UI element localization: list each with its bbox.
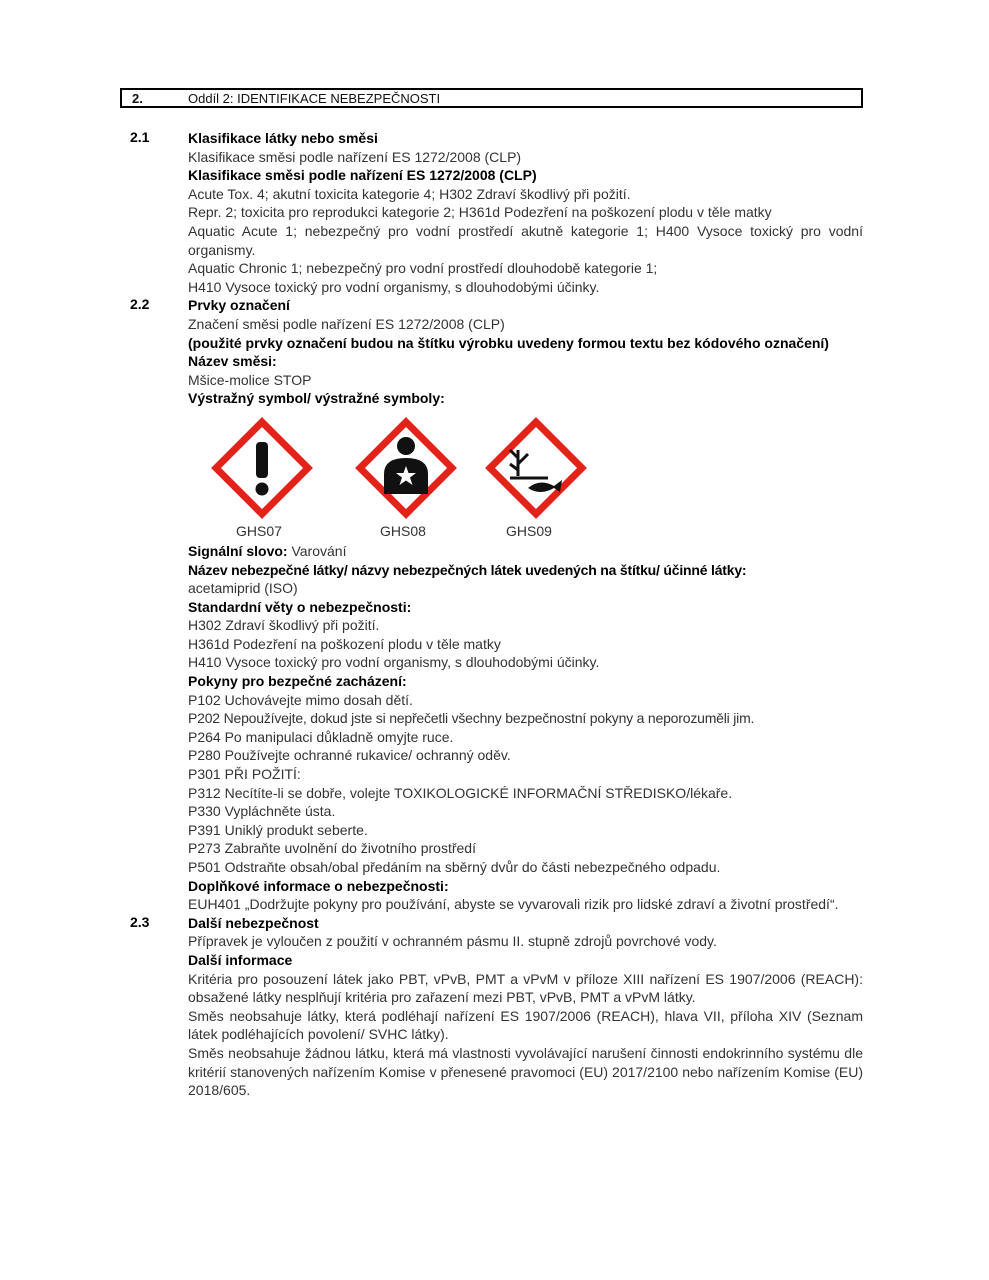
list-item: P501 Odstraňte obsah/obal předáním na sběrný dvůr do části nebezpečného odpadu.: [188, 859, 721, 875]
list-item: P202 Nepoužívejte, dokud jste si nepřečetli všechny bezpečnostní pokyny a neporozuměli jim.: [188, 710, 755, 727]
field-label: Pokyny pro bezpečné zacházení:: [188, 673, 407, 690]
text-line: Repr. 2; toxicita pro reprodukci kategorie 2; H361d Podezření na poškození plodu v těle matky: [188, 204, 772, 221]
subsection-number: 2.3: [130, 913, 150, 930]
list-item: H302 Zdraví škodlivý při požití.: [188, 617, 380, 634]
field-label: Standardní věty o nebezpečnosti:: [188, 598, 412, 615]
list-item: P391 Uniklý produkt seberte.: [188, 821, 368, 838]
text-paragraph: Kritéria pro posouzení látek jako PBT, vPvB, PMT a vPvM v příloze XIII nařízení ES 1907/2006 (REACH): obsažené látky nesplňují kritéria pro zařazení mezi PBT, vPvB, PMT a vPvM látky.: [188, 970, 863, 1006]
text-line: EUH401 „Dodržujte pokyny pro používání, abyste se vyvarovali rizik pro lidské zdraví a životní prostředí“.: [188, 896, 839, 913]
subsection-title: Prvky označení: [188, 297, 290, 314]
pictogram-labels: [188, 522, 863, 542]
section-content: [0, 129, 989, 1100]
list-item: P280 Používejte ochranné rukavice/ ochranný oděv.: [188, 747, 511, 764]
pictogram-label: GHS08: [380, 522, 426, 539]
subsection-title: Další nebezpečnost: [188, 914, 319, 931]
exclamation-mark-icon: [210, 416, 314, 520]
health-hazard-icon: [354, 416, 458, 520]
text-line: H410 Vysoce toxický pro vodní organismy, s dlouhodobými účinky.: [188, 278, 600, 295]
subsection-number: 2.2: [130, 296, 150, 313]
subsection-2-3: [0, 914, 989, 1100]
field-label: Název směsi:: [188, 353, 277, 370]
list-item: P301 PŘI POŽITÍ:: [188, 766, 301, 783]
text-line: Acute Tox. 4; akutní toxicita kategorie 4; H302 Zdraví škodlivý při požití.: [188, 185, 631, 202]
section-number: 2.: [132, 91, 143, 106]
field-value: Mšice-molice STOP: [188, 371, 312, 388]
text-heading: Klasifikace směsi podle nařízení ES 1272/2008 (CLP): [188, 167, 537, 184]
subsection-title: Klasifikace látky nebo směsi: [188, 130, 378, 146]
field-label: Výstražný symbol/ výstražné symboly:: [188, 390, 445, 407]
field-label: Další informace: [188, 951, 293, 968]
text-line: Značení směsi podle nařízení ES 1272/2008 (CLP): [188, 315, 505, 332]
pictogram-label: GHS07: [236, 522, 282, 539]
text-line: Aquatic Chronic 1; nebezpečný pro vodní prostředí dlouhodobě kategorie 1;: [188, 260, 658, 277]
subsection-2-2: [0, 296, 989, 913]
signal-word: Varování: [291, 542, 347, 559]
text-note: (použité prvky označení budou na štítku výrobku uvedeny formou textu bez kódového označení): [188, 334, 829, 351]
pictogram-row: [188, 416, 863, 516]
list-item: P312 Necítíte-li se dobře, volejte TOXIKOLOGICKÉ INFORMAČNÍ STŘEDISKO/lékaře.: [188, 784, 733, 801]
text-line: Klasifikace směsi podle nařízení ES 1272/2008 (CLP): [188, 148, 522, 165]
list-item: P273 Zabraňte uvolnění do životního prostředí: [188, 840, 476, 857]
signal-word-line: [188, 542, 863, 561]
list-item: H361d Podezření na poškození plodu v těle matky: [188, 635, 501, 652]
text-line: Aquatic Acute 1; nebezpečný pro vodní prostředí akutně kategorie 1; H400 Vysoce toxický pro vodní organismy.: [188, 222, 863, 258]
list-item: P330 Vypláchněte ústa.: [188, 803, 336, 820]
pictogram-label: GHS09: [506, 522, 552, 539]
section-title: Oddíl 2: IDENTIFIKACE NEBEZPEČNOSTI: [188, 91, 441, 106]
section-header: [120, 88, 863, 108]
list-item: P264 Po manipulaci důkladně omyjte ruce.: [188, 728, 454, 745]
list-item: P102 Uchovávejte mimo dosah dětí.: [188, 691, 413, 708]
field-value: acetamiprid (ISO): [188, 580, 298, 597]
list-item: H410 Vysoce toxický pro vodní organismy, s dlouhodobými účinky.: [188, 654, 600, 671]
subsection-2-1: [0, 129, 989, 296]
field-label: Signální slovo:: [188, 542, 288, 559]
subsection-number: 2.1: [130, 129, 150, 145]
field-label: Název nebezpečné látky/ názvy nebezpečných látek uvedených na štítku/ účinné látky:: [188, 561, 747, 578]
environment-icon: [484, 416, 588, 520]
text-paragraph: Směs neobsahuje žádnou látku, která má vlastnosti vyvolávající narušení činnosti endokrinního systému dle kritérií stanovených nařízením Komise v přenesené pravomoci (EU) 2017/2100 nebo nařízením Komise (EU) 2018/605.: [188, 1044, 863, 1099]
text-paragraph: Směs neobsahuje látky, která podléhají nařízení ES 1907/2006 (REACH), hlava VII, příloha XIV (Seznam látek podléhajících povolení/ SVHC látky).: [188, 1007, 863, 1043]
text-line: Přípravek je vyloučen z použití v ochranném pásmu II. stupně zdrojů povrchové vody.: [188, 933, 717, 950]
field-label: Doplňkové informace o nebezpečnosti:: [188, 877, 449, 894]
